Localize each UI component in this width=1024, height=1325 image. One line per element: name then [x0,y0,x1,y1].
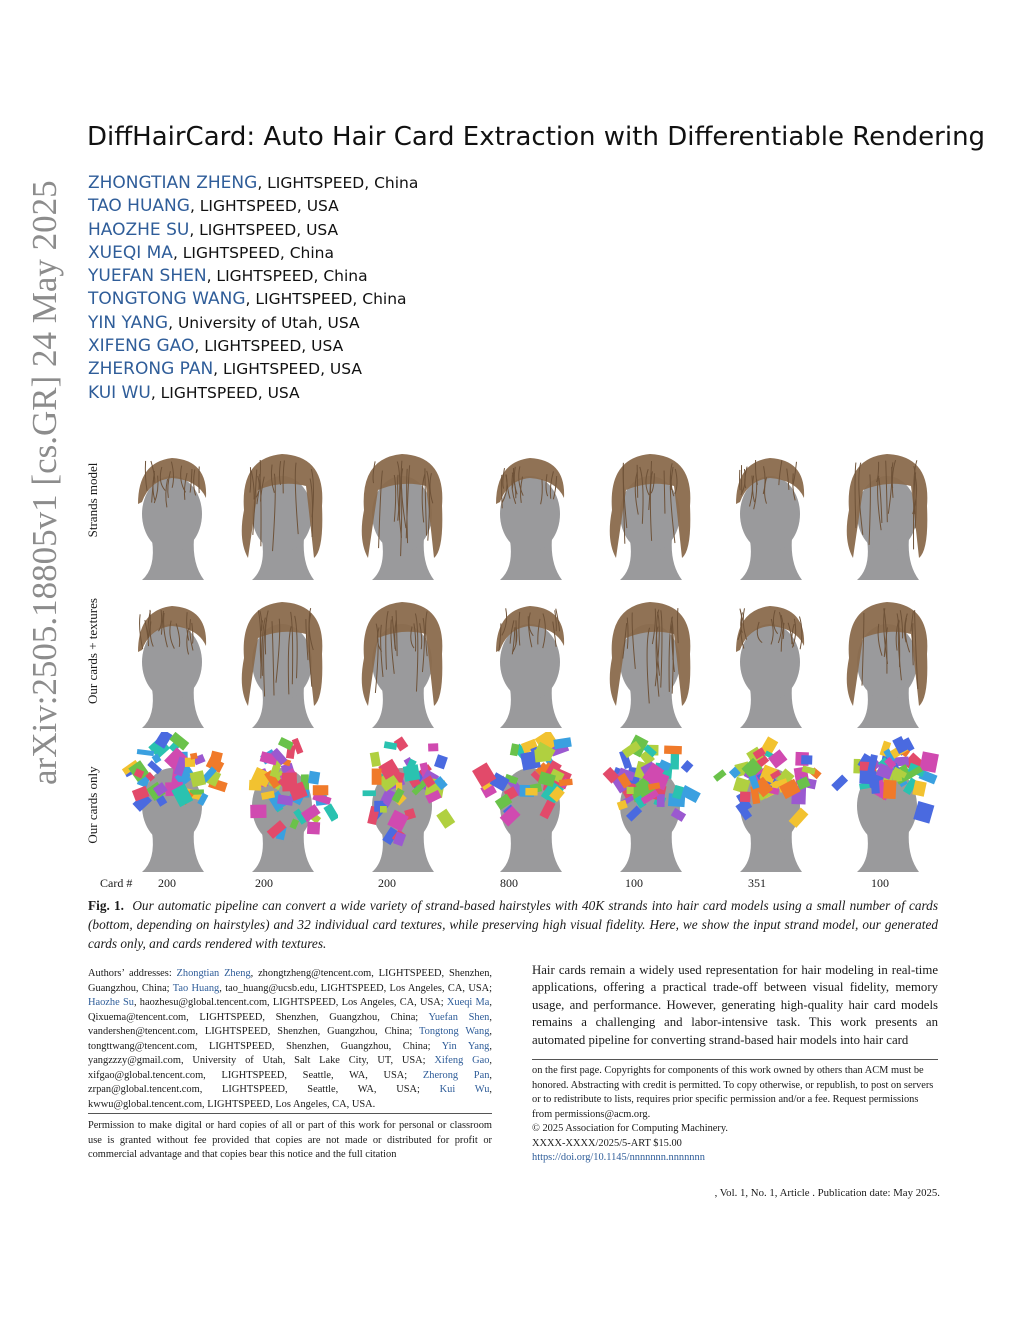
author-affiliation: , LIGHTSPEED, China [257,174,419,192]
author-line [88,172,418,195]
address-author-link[interactable]: Tongtong Wang [419,1026,490,1037]
divider [532,1059,938,1060]
row-label-strands: Strands model [85,462,100,538]
author-affiliation: , LIGHTSPEED, China [172,243,334,262]
author-line [88,288,418,311]
cards-only-render-head-6 [710,732,826,872]
strands-render-head-3 [342,440,458,580]
author-affiliation: , LIGHTSPEED, China [206,267,368,286]
author-affiliation: , LIGHTSPEED, China [245,290,407,309]
author-affiliation: , LIGHTSPEED, USA [189,220,339,239]
doi-link[interactable]: https://doi.org/10.1145/nnnnnnn.nnnnnnn [532,1152,705,1163]
card-count: 100 [625,876,643,890]
copyright-line: © 2025 Association for Computing Machinery. [532,1123,728,1134]
strands-render-head-6 [710,440,826,580]
address-author-link[interactable]: Zhongtian Zheng [176,968,251,979]
author-line [88,312,418,335]
author-name[interactable]: ZHERONG PAN [88,359,214,380]
permission-cont-text: on the first page. Copyrights for components of this work owned by others than ACM must be honored. Abstracting with credit is permitted. To copy otherwise, or republish, to post on servers or to redistribute to lists, requires prior specific permission and/or a fee. Request permissions from permissions@acm.org. [532,1065,934,1120]
author-line [88,195,418,218]
author-name[interactable]: YIN YANG [88,312,169,333]
cards-textures-render-head-2 [222,588,338,728]
address-details: , zrpan@global.tencent.com, LIGHTSPEED, Seattle, WA, USA; [88,1069,493,1095]
author-affiliation: , LIGHTSPEED, USA [213,360,363,379]
cards-only-render-head-1 [112,732,228,872]
author-line [88,265,418,288]
divider [88,1113,492,1114]
issn-line: XXXX-XXXX/2025/5-ART $15.00 [532,1137,682,1149]
caption-text: Our automatic pipeline can convert a wide variety of strand-based hairstyles with 40K strands into hair card models using a small number of cards (bottom, depending on hairstyles) and 32 individual card textures, while preserving high visual fidelity. Here, we show the input strand model, our generated cards only, and cards rendered with textures. [88,898,938,951]
card-count: 100 [871,876,889,890]
strands-render-head-7 [827,440,943,580]
cards-textures-render-head-6 [710,588,826,728]
author-affiliation: , LIGHTSPEED, USA [150,383,300,402]
address-details: , tao_huang@ucsb.edu, LIGHTSPEED, Los Angeles, CA, USA; [219,982,492,994]
address-author-link[interactable]: Yin Yang [441,1040,490,1052]
address-author-link[interactable]: Haozhe Su [88,997,134,1008]
figure-1-image-grid [112,440,944,870]
cards-textures-render-head-5 [590,588,706,728]
permission-notice: Permission to make digital or hard copies of all or part of this work for personal or classroom use is granted without fee provided that copies are not made or distributed for profit or commercial advantage and that copies bear this notice and the full citation [88,1120,492,1160]
address-author-link[interactable]: Xifeng Gao [434,1055,490,1066]
address-author-link[interactable]: Kui Wu [439,1084,490,1095]
intro-paragraph: Hair cards remain a widely used representation for hair modeling in real-time applications, offering a practical trade-off between visual fidelity, memory usage, and performance. However, generating high-quality hair card models remains a challenging and labor-intensive task. This work presents an automated pipeline for converting strand-based hair models into hair card [532,963,938,1047]
address-details: , haozhesu@global.tencent.com, LIGHTSPEED, Los Angeles, CA, USA; [133,997,447,1008]
address-details: , kwwu@global.tencent.com, LIGHTSPEED, Los Angeles, CA, USA. [88,1084,492,1110]
cards-only-render-head-4 [470,732,586,872]
cards-textures-render-head-7 [827,588,943,728]
address-details: , yangzzzy@gmail.com, University of Utah, Salt Lake City, UT, USA; [88,1040,492,1066]
author-addresses [88,967,492,1112]
author-affiliation: , LIGHTSPEED, USA [194,337,344,356]
card-count: 800 [500,876,518,890]
address-author-link[interactable]: Zherong Pan [422,1069,490,1081]
addresses-lead: Authors’ addresses: [88,968,177,979]
row-label-cards-textures: Our cards + textures [85,598,100,704]
card-count: 200 [158,876,176,890]
cards-only-render-head-7 [827,732,943,872]
row-label-cards-only: Our cards only [85,766,100,844]
author-line [88,219,418,242]
author-line [88,335,418,358]
address-author-link[interactable]: Xueqi Ma [446,997,490,1008]
address-details: , tongttwang@tencent.com, LIGHTSPEED, Shenzhen, Guangzhou, China; [88,1026,492,1052]
card-count: 200 [255,876,273,890]
address-details: , zhongtzheng@tencent.com, LIGHTSPEED, Shenzhen, Guangzhou, China; [88,968,492,994]
strands-render-head-2 [222,440,338,580]
address-author-link[interactable]: Yuefan Shen [428,1011,490,1023]
address-details: , xifgao@global.tencent.com, LIGHTSPEED, Seattle, WA, USA; [88,1055,493,1081]
cards-only-render-head-2 [222,732,338,872]
cards-textures-render-head-1 [112,588,228,728]
paper-title: DiffHairCard: Auto Hair Card Extraction with Differentiable Rendering [87,122,986,152]
figure-caption [88,896,938,953]
author-name[interactable]: YUEFAN SHEN [88,266,207,287]
author-line [88,242,418,265]
address-details: , vandershen@tencent.com, LIGHTSPEED, Shenzhen, Guangzhou, China; [88,1011,492,1037]
author-name[interactable]: KUI WU [88,382,151,403]
address-author-link[interactable]: Tao Huang [172,982,220,994]
author-name[interactable]: XIFENG GAO [88,336,195,357]
cards-textures-render-head-3 [342,588,458,728]
author-name[interactable]: ZHONGTIAN ZHENG [88,173,258,193]
address-details: , Qixuema@tencent.com, LIGHTSPEED, Shenzhen, Guangzhou, China; [88,997,492,1023]
author-name[interactable]: TAO HUANG [88,196,190,217]
card-count: 200 [378,876,396,890]
author-affiliation: , University of Utah, USA [168,313,360,332]
author-name[interactable]: TONGTONG WANG [88,289,246,310]
author-line [88,382,418,405]
cards-textures-render-head-4 [470,588,586,728]
cards-only-render-head-5 [590,732,706,872]
card-count-label: Card # [100,876,133,890]
arxiv-sidebar-stamp: arXiv:2505.18805v1 [cs.GR] 24 May 2025 [25,180,64,785]
author-list [88,172,418,405]
strands-render-head-5 [590,440,706,580]
author-affiliation: , LIGHTSPEED, USA [189,197,339,216]
strands-render-head-1 [112,440,228,580]
permission-continued [532,1064,938,1166]
card-count: 351 [748,876,766,890]
page-footer: , Vol. 1, No. 1, Article . Publication date: May 2025. [714,1187,940,1199]
caption-label: Fig. 1. [88,898,124,913]
cards-only-render-head-3 [342,732,458,872]
strands-render-head-4 [470,440,586,580]
author-name[interactable]: XUEQI MA [88,242,173,263]
author-line [88,358,418,381]
author-name[interactable]: HAOZHE SU [88,219,190,240]
